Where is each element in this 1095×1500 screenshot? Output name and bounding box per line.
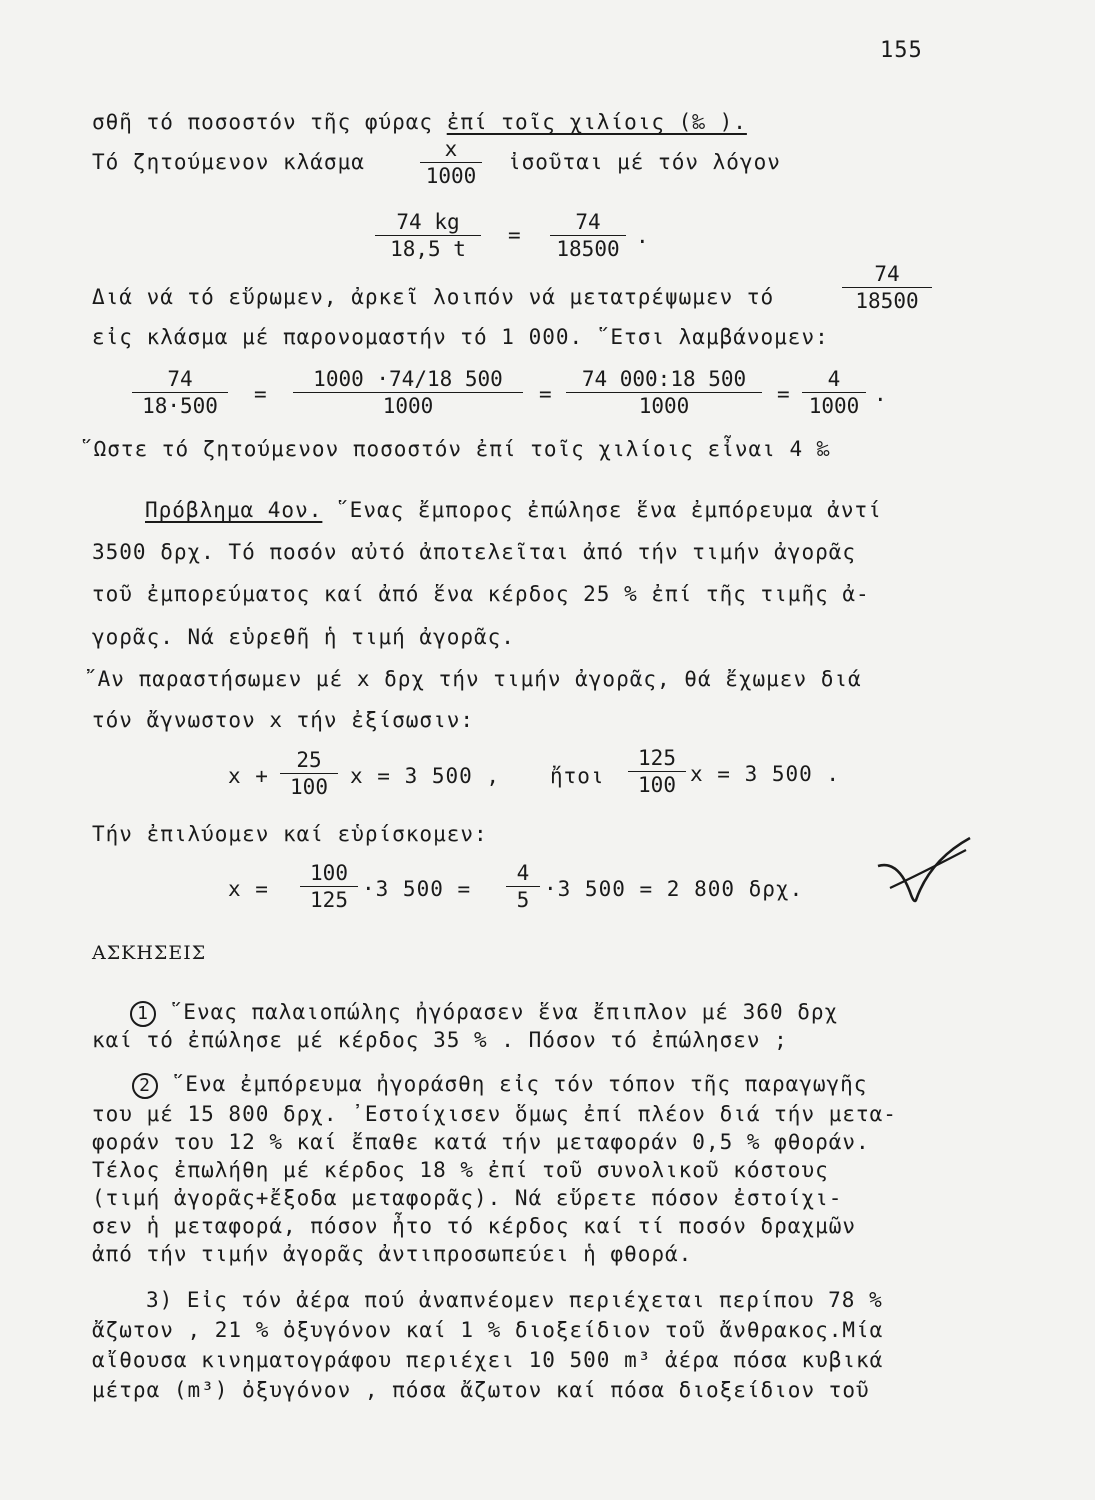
fraction: $\frac{4}{1000}$ [802, 367, 866, 418]
exercise-line: 1 ῞Ενας παλαιοπώλης ἠγόρασεν ἕνα ἔπιπλον μέ 360 δρχ [130, 1000, 838, 1027]
fraction: $\frac{74 kg}{18,5 t}$ [375, 210, 481, 261]
text-line: ῞Ωστε τό ζητούμενον ποσοστόν ἐπί τοῖς χιλίοις εἶναι 4 ‰ [80, 437, 831, 461]
exercise-line: 2 ῞Ενα ἐμπόρευμα ἠγοράσθη εἰς τόν τόπον τῆς παραγωγῆς [132, 1072, 867, 1099]
exercise-number: 1 [130, 1001, 156, 1027]
equals-sign: = [777, 382, 791, 406]
fraction: $\frac{100}{125}$ [300, 861, 358, 912]
problem-title: Πρόβλημα 4ον. [145, 498, 323, 522]
fraction: $\frac{74}{18500}$ [550, 210, 626, 261]
fraction: $\frac{4}{5}$ [506, 861, 540, 912]
exercise-line: ἀπό τήν τιμήν ἀγορᾶς ἀντιπροσωπεύει ἡ φθορά. [92, 1242, 693, 1266]
text-line: ἰσοῦται μέ τόν λόγον [508, 150, 781, 174]
text-line: Διά νά τό εὕρωμεν, ἀρκεῖ λοιπόν νά μετατρέψωμεν τό [92, 285, 775, 309]
exercise-line: αἴθουσα κινηματογράφου περιέχει 10 500 m³ ἀέρα πόσα κυβικά [92, 1348, 884, 1372]
text-line: εἰς κλάσμα μέ παρονομαστήν τό 1 000. ῞Ετσι λαμβάνομεν: [92, 325, 829, 349]
equals-sign: = [508, 223, 522, 247]
fraction: $\frac{74 000:18 500}{1000}$ [566, 367, 762, 418]
problem-line: τοῦ ἐμπορεύματος καί ἀπό ἕνα κέρδος 25 % ἐπί τῆς τιμῆς ἀ- [92, 582, 870, 606]
problem-line: Πρόβλημα 4ον. ῞Ενας ἔμπορος ἐπώλησε ἕνα ἐμπόρευμα ἀντί [145, 498, 882, 522]
exercise-line: του μέ 15 800 δρχ. ᾿Εστοίχισεν ὅμως ἐπί πλέον διά τήν μετα- [92, 1102, 897, 1126]
equation-part: x = [228, 877, 269, 901]
handwritten-check-icon [870, 830, 980, 910]
exercise-line: φοράν του 12 % καί ἔπαθε κατά τήν μεταφοράν 0,5 % φθοράν. [92, 1130, 870, 1154]
period: . [874, 382, 888, 406]
problem-line: γορᾶς. Νά εὑρεθῆ ἡ τιμή ἀγορᾶς. [92, 625, 515, 649]
fraction: $\frac{74}{18\cdot 500}$ [132, 367, 228, 418]
fraction: $\frac{74}{18500}$ [842, 262, 932, 313]
equation-part: x = 3 500 , [350, 764, 501, 788]
exercise-line: Τέλος ἐπωλήθη μέ κέρδος 18 % ἐπί τοῦ συνολικοῦ κόστους [92, 1158, 829, 1182]
exercise-line: (τιμή ἀγορᾶς+ἔξοδα μεταφορᾶς). Νά εὕρετε πόσον ἐστοίχι- [92, 1186, 843, 1210]
exercise-line: 3) Εἰς τόν ἀέρα πού ἀναπνέομεν περιέχεται περίπου 78 % [146, 1288, 883, 1312]
equation-part: ·3 500 = [362, 877, 472, 901]
equation-part: x + [228, 764, 269, 788]
text-line: Τό ζητούμενον κλάσμα [92, 150, 365, 174]
equation-part: ἤτοι [550, 764, 605, 788]
equation-part: x = 3 500 . [690, 762, 841, 786]
problem-line: ῎Αν παραστήσωμεν μέ x δρχ τήν τιμήν ἀγορᾶς, θά ἔχωμεν διά [84, 667, 862, 691]
fraction: $\frac{125}{100}$ [628, 746, 686, 797]
exercise-line: καί τό ἐπώλησε μέ κέρδος 35 % . Πόσον τό ἐπώλησεν ; [92, 1028, 788, 1052]
page-number: 155 [880, 38, 923, 63]
text-line: σθῆ τό ποσοστόν τῆς φύρας ἐπί τοῖς χιλίοις (‰ ). [92, 110, 747, 134]
exercise-number: 2 [132, 1073, 158, 1099]
problem-line: τόν ἄγνωστον x τήν ἐξίσωσιν: [92, 708, 475, 732]
equals-sign: = [254, 382, 268, 406]
fraction: $\frac{25}{100}$ [280, 748, 338, 799]
problem-line: 3500 δρχ. Τό ποσόν αὐτό ἀποτελεῖται ἀπό τήν τιμήν ἀγορᾶς [92, 540, 857, 564]
fraction: $\frac{1000 \cdot 74/18 500}{1000}$ [293, 367, 523, 418]
equation-part: ·3 500 = 2 800 δρχ. [544, 877, 804, 901]
exercise-line: ἄζωτον , 21 % ὀξυγόνον καί 1 % διοξείδιον τοῦ ἄνθρακος.Μία [92, 1318, 884, 1342]
text-line: Τήν ἐπιλύομεν καί εὑρίσκομεν: [92, 822, 488, 846]
equals-sign: = [539, 382, 553, 406]
exercises-heading: ΑΣΚΗΣΕΙΣ [92, 942, 207, 964]
fraction: $\frac{x}{1000}$ [420, 137, 482, 188]
exercise-line: σεν ἡ μεταφορά, πόσον ἦτο τό κέρδος καί τί ποσόν δραχμῶν [92, 1214, 857, 1238]
exercise-line: μέτρα (m³) ὀξυγόνον , πόσα ἄζωτον καί πόσα διοξείδιον τοῦ [92, 1378, 870, 1402]
period: . [636, 224, 650, 248]
